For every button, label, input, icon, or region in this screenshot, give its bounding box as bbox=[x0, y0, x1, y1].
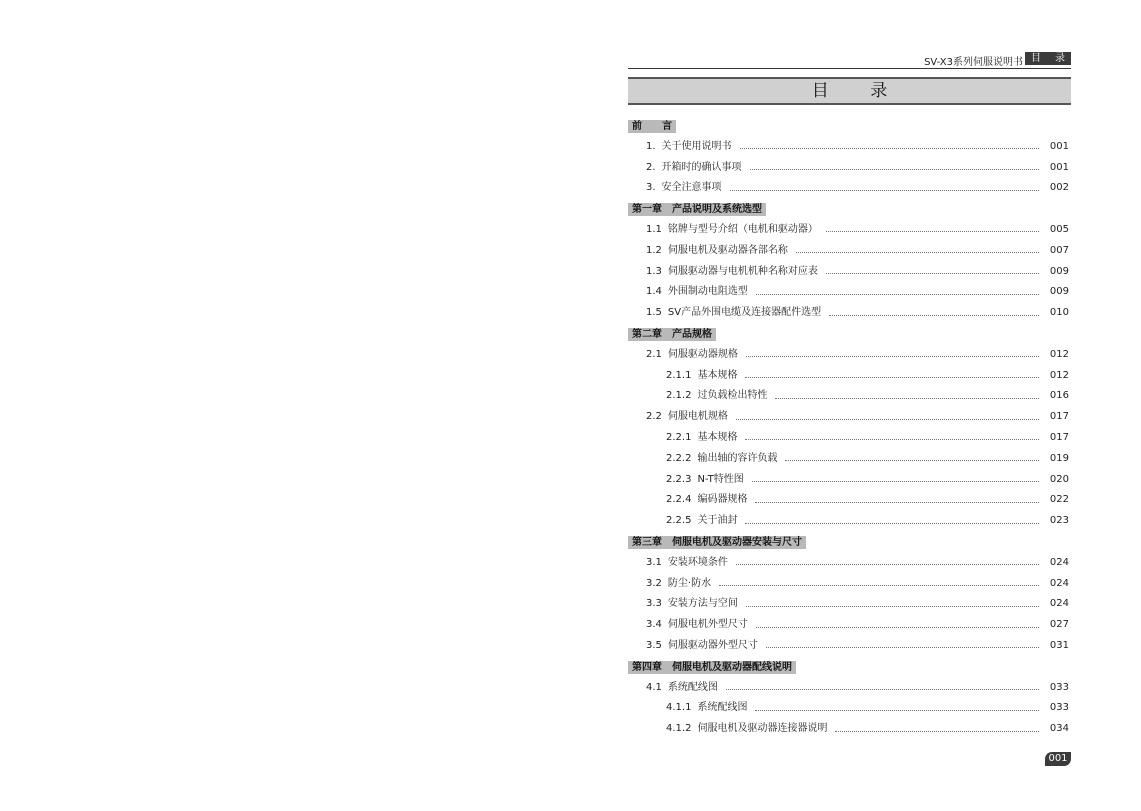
entry-number: 4.1.2 bbox=[666, 723, 692, 735]
toc-entry-row bbox=[628, 428, 1071, 449]
entry-page-number: 023 bbox=[1049, 515, 1069, 527]
entry-title: 防尘·防水 bbox=[667, 577, 712, 589]
entry-page-number: 027 bbox=[1049, 619, 1069, 631]
toc-entry bbox=[628, 553, 1071, 574]
entry-title: 基本规格 bbox=[697, 431, 738, 443]
toc-entry bbox=[628, 511, 1071, 532]
entry-page-number: 005 bbox=[1049, 223, 1069, 235]
dot-leader bbox=[719, 584, 1039, 586]
entry-number: 1.3 bbox=[646, 265, 662, 277]
dot-leader bbox=[835, 730, 1039, 732]
dot-leader bbox=[740, 147, 1039, 149]
entry-page-number: 031 bbox=[1049, 639, 1069, 651]
entry-title: 外围制动电阻选型 bbox=[667, 286, 748, 298]
entry-title: 安全注意事项 bbox=[661, 182, 722, 194]
entry-number: 1. bbox=[646, 140, 656, 152]
toc-entry bbox=[628, 303, 1071, 324]
entry-number: 2.2 bbox=[646, 411, 662, 423]
entry-number: 3.4 bbox=[646, 619, 662, 631]
dot-leader bbox=[746, 355, 1039, 357]
dot-leader bbox=[730, 189, 1039, 191]
toc-entry bbox=[628, 158, 1071, 179]
toc-entry bbox=[628, 178, 1071, 199]
toc-entry bbox=[628, 220, 1071, 241]
entry-number: 2.2.1 bbox=[666, 431, 692, 443]
toc-entry bbox=[628, 615, 1071, 636]
entry-page-number: 001 bbox=[1049, 161, 1069, 173]
header-title: SV-X3系列伺服说明书 bbox=[924, 57, 1023, 68]
toc-entry-row bbox=[628, 366, 1071, 387]
entry-title: 编码器规格 bbox=[697, 494, 748, 506]
entry-title: 伺服驱动器外型尺寸 bbox=[667, 639, 758, 651]
entry-number: 2.2.2 bbox=[666, 452, 692, 464]
entry-title: 伺服电机及驱动器连接器说明 bbox=[697, 723, 828, 735]
entry-page-number: 020 bbox=[1049, 473, 1069, 485]
entry-number: 2.2.3 bbox=[666, 473, 692, 485]
toc-entry-row bbox=[628, 553, 1071, 574]
page-title-bar bbox=[628, 77, 1071, 105]
toc-entry-row bbox=[628, 303, 1071, 324]
toc-entry-row bbox=[628, 449, 1071, 470]
entry-title: 伺服电机及驱动器各部名称 bbox=[667, 244, 788, 256]
toc-entry-row bbox=[628, 678, 1071, 699]
entry-page-number: 017 bbox=[1049, 431, 1069, 443]
toc-entry bbox=[628, 594, 1071, 615]
entry-number: 1.5 bbox=[646, 307, 662, 319]
toc-entry bbox=[628, 698, 1071, 719]
entry-number: 1.4 bbox=[646, 286, 662, 298]
toc-entry bbox=[628, 386, 1071, 407]
toc-entry-row bbox=[628, 386, 1071, 407]
entry-page-number: 017 bbox=[1049, 411, 1069, 423]
entry-page-number: 024 bbox=[1049, 556, 1069, 568]
toc-entry bbox=[628, 678, 1071, 699]
toc-entry-row bbox=[628, 345, 1071, 366]
chapter-heading: 第二章 产品规格 bbox=[628, 328, 716, 341]
dot-leader bbox=[756, 293, 1039, 295]
entry-title: 关于使用说明书 bbox=[661, 140, 732, 152]
toc-chapter-row bbox=[628, 657, 1071, 678]
entry-number: 4.1.1 bbox=[666, 702, 692, 714]
entry-number: 2.2.5 bbox=[666, 515, 692, 527]
entry-page-number: 019 bbox=[1049, 452, 1069, 464]
toc-entry-row bbox=[628, 407, 1071, 428]
toc-entry-row bbox=[628, 636, 1071, 657]
entry-title: 铭牌与型号介绍（电机和驱动器） bbox=[667, 223, 818, 235]
toc-chapter-row bbox=[628, 116, 1071, 137]
entry-page-number: 024 bbox=[1049, 598, 1069, 610]
chapter-heading: 第一章 产品说明及系统选型 bbox=[628, 203, 766, 216]
entry-page-number: 012 bbox=[1049, 348, 1069, 360]
chapter-heading: 前 言 bbox=[628, 120, 676, 133]
toc-entry-row bbox=[628, 220, 1071, 241]
entry-number: 3. bbox=[646, 182, 656, 194]
toc-entry-row bbox=[628, 615, 1071, 636]
dot-leader bbox=[750, 168, 1039, 170]
toc-chapter-row bbox=[628, 532, 1071, 553]
dot-leader bbox=[726, 688, 1039, 690]
chapter-heading: 第四章 伺服电机及驱动器配线说明 bbox=[628, 661, 796, 674]
entry-number: 4.1 bbox=[646, 681, 662, 693]
toc-entry-row bbox=[628, 719, 1071, 740]
toc-page bbox=[628, 50, 1071, 770]
entry-title: 输出轴的容许负载 bbox=[697, 452, 778, 464]
dot-leader bbox=[755, 709, 1039, 711]
toc-entry bbox=[628, 449, 1071, 470]
entry-page-number: 033 bbox=[1049, 681, 1069, 693]
toc-entry bbox=[628, 428, 1071, 449]
entry-number: 3.1 bbox=[646, 556, 662, 568]
entry-title: 系统配线图 bbox=[697, 702, 748, 714]
toc-entry-row bbox=[628, 511, 1071, 532]
entry-title: 伺服驱动器与电机机种名称对应表 bbox=[667, 265, 818, 277]
toc-entry-row bbox=[628, 282, 1071, 303]
toc-entry bbox=[628, 262, 1071, 283]
entry-title: 伺服驱动器规格 bbox=[667, 348, 738, 360]
toc-entry-row bbox=[628, 262, 1071, 283]
dot-leader bbox=[796, 251, 1039, 253]
header-tab-left: 目 bbox=[1031, 53, 1041, 64]
entry-page-number: 002 bbox=[1049, 182, 1069, 194]
dot-leader bbox=[826, 230, 1039, 232]
toc-entry bbox=[628, 470, 1071, 491]
entry-title: 关于油封 bbox=[697, 515, 738, 527]
entry-title: SV产品外围电缆及连接器配件选型 bbox=[667, 307, 822, 319]
toc-entry bbox=[628, 241, 1071, 262]
toc-entry-row bbox=[628, 594, 1071, 615]
entry-number: 2.2.4 bbox=[666, 494, 692, 506]
entry-page-number: 009 bbox=[1049, 286, 1069, 298]
entry-page-number: 012 bbox=[1049, 369, 1069, 381]
table-of-contents bbox=[628, 116, 1071, 740]
page-number-badge: 001 bbox=[1045, 752, 1071, 766]
entry-number: 2. bbox=[646, 161, 656, 173]
entry-title: 系统配线图 bbox=[667, 681, 718, 693]
toc-entry bbox=[628, 719, 1071, 740]
entry-page-number: 022 bbox=[1049, 494, 1069, 506]
entry-number: 2.1.1 bbox=[666, 369, 692, 381]
entry-number: 1.1 bbox=[646, 223, 662, 235]
entry-number: 2.1 bbox=[646, 348, 662, 360]
entry-number: 1.2 bbox=[646, 244, 662, 256]
dot-leader bbox=[736, 418, 1039, 420]
toc-entry bbox=[628, 366, 1071, 387]
dot-leader bbox=[745, 438, 1039, 440]
toc-entry-row bbox=[628, 158, 1071, 179]
toc-entry-row bbox=[628, 178, 1071, 199]
dot-leader bbox=[775, 397, 1039, 399]
entry-page-number: 024 bbox=[1049, 577, 1069, 589]
toc-entry bbox=[628, 636, 1071, 657]
entry-title: 基本规格 bbox=[697, 369, 738, 381]
entry-title: 过负载检出特性 bbox=[697, 390, 768, 402]
entry-title: 伺服电机规格 bbox=[667, 411, 728, 423]
toc-chapter-row bbox=[628, 199, 1071, 220]
toc-entry bbox=[628, 407, 1071, 428]
entry-page-number: 034 bbox=[1049, 723, 1069, 735]
dot-leader bbox=[756, 626, 1039, 628]
entry-page-number: 033 bbox=[1049, 702, 1069, 714]
dot-leader bbox=[826, 272, 1039, 274]
running-header bbox=[628, 50, 1071, 69]
entry-page-number: 010 bbox=[1049, 307, 1069, 319]
toc-entry-row bbox=[628, 490, 1071, 511]
toc-entry-row bbox=[628, 137, 1071, 158]
dot-leader bbox=[755, 501, 1039, 503]
dot-leader bbox=[829, 314, 1039, 316]
dot-leader bbox=[745, 522, 1039, 524]
entry-title: 安装方法与空间 bbox=[667, 598, 738, 610]
dot-leader bbox=[746, 605, 1039, 607]
toc-entry-row bbox=[628, 241, 1071, 262]
chapter-heading: 第三章 伺服电机及驱动器安装与尺寸 bbox=[628, 536, 806, 549]
entry-title: 开箱时的确认事项 bbox=[661, 161, 742, 173]
toc-entry-row bbox=[628, 574, 1071, 595]
dot-leader bbox=[736, 563, 1039, 565]
entry-number: 3.2 bbox=[646, 577, 662, 589]
page-title: 目 录 bbox=[811, 81, 906, 101]
toc-entry bbox=[628, 345, 1071, 366]
header-tab-right: 录 bbox=[1055, 53, 1065, 64]
entry-number: 3.5 bbox=[646, 639, 662, 651]
toc-chapter-row bbox=[628, 324, 1071, 345]
dot-leader bbox=[785, 459, 1039, 461]
entry-number: 2.1.2 bbox=[666, 390, 692, 402]
entry-page-number: 001 bbox=[1049, 140, 1069, 152]
toc-entry-row bbox=[628, 470, 1071, 491]
entry-page-number: 007 bbox=[1049, 244, 1069, 256]
dot-leader bbox=[752, 480, 1039, 482]
toc-entry bbox=[628, 574, 1071, 595]
entry-number: 3.3 bbox=[646, 598, 662, 610]
header-section-tab bbox=[1025, 52, 1071, 65]
toc-entry bbox=[628, 282, 1071, 303]
toc-entry-row bbox=[628, 698, 1071, 719]
entry-title: 伺服电机外型尺寸 bbox=[667, 619, 748, 631]
entry-title: N-T特性图 bbox=[697, 473, 744, 485]
toc-entry bbox=[628, 490, 1071, 511]
toc-entry bbox=[628, 137, 1071, 158]
entry-page-number: 016 bbox=[1049, 390, 1069, 402]
dot-leader bbox=[766, 646, 1039, 648]
entry-title: 安装环境条件 bbox=[667, 556, 728, 568]
dot-leader bbox=[745, 376, 1039, 378]
entry-page-number: 009 bbox=[1049, 265, 1069, 277]
